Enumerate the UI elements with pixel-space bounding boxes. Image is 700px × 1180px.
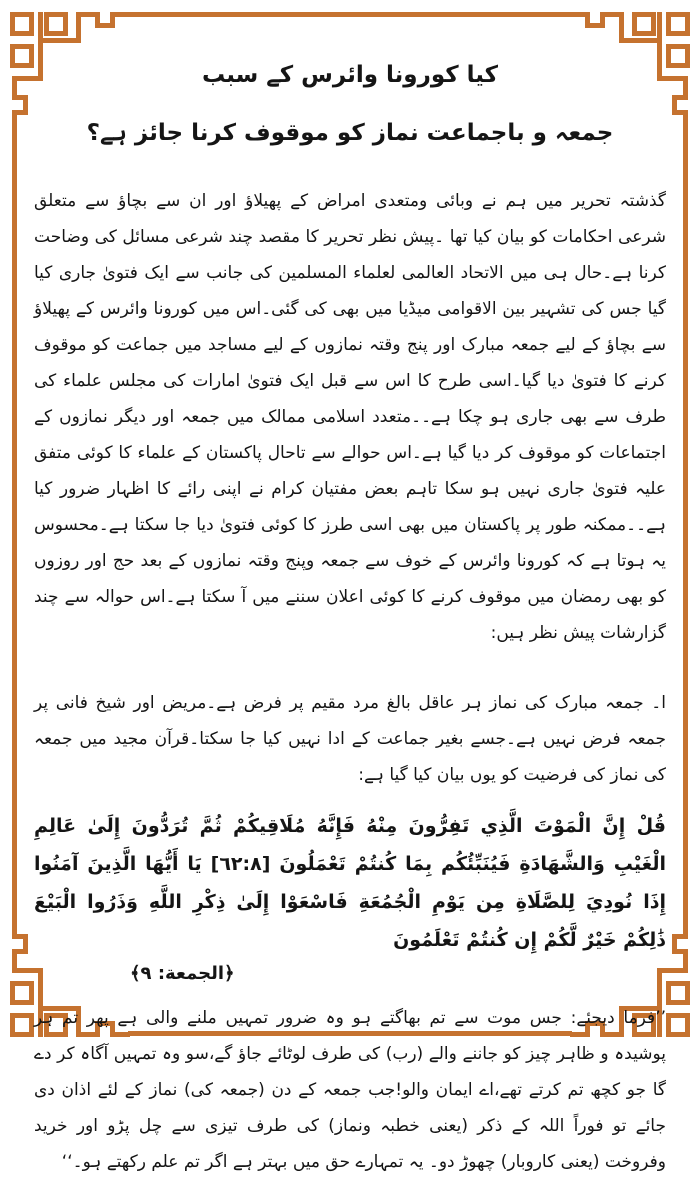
point-1-paragraph: ا۔ جمعہ مبارک کی نماز ہر عاقل بالغ مرد مقیم پر فرض ہے۔مریض اور شیخ فانی پر جمعہ فرض نہیں ہے۔جسے بغیر جماعت کے ادا نہیں کیا جا سکتا۔قرآن مجید میں جمعہ کی نماز کی فرضیت کو یوں بیان کیا گیا ہے: <box>34 693 666 786</box>
verse-translation-paragraph: ’’فرما دیجئے: جس موت سے تم بھاگتے ہو وہ ضرور تمہیں ملنے والی ہے پھر تم ہر پوشیدہ و ظاہر چیز کو جاننے والے (رب) کی طرف لوٹائے جاؤ گے،سو وہ تمہیں آگاہ کر دے گا جو کچھ تم کرتے تھے،اے ایمان والو!جب جمعہ کے دن (جمعہ کی) نماز کے لئے اذان دی جائے تو فوراً اللہ کے ذکر (یعنی خطبہ ونماز) کی طرف تیزی سے چل پڑو اور خرید وفروخت (یعنی کاروبار) چھوڑ دو۔ یہ تمہارے حق میں بہتر ہے اگر تم علم رکھتے ہو۔‘‘ <box>34 1008 666 1173</box>
quran-verse-arabic: قُلْ إِنَّ الْمَوْتَ الَّذِي تَفِرُّونَ مِنْهُ فَإِنَّهُ مُلَاقِيكُمْ ثُمَّ تُرَدُّونَ إِلَىٰ عَالِمِ الْغَيْبِ وَالشَّهَادَةِ فَيُنَبِّئُكُم بِمَا كُنتُمْ تَعْمَلُونَ [٦٢:٨] يَا أَيُّهَا الَّذِينَ آمَنُوا إِذَا نُودِيَ لِلصَّلَاةِ مِن يَوْمِ الْجُمُعَةِ فَاسْعَوْا إِلَىٰ ذِكْرِ اللَّهِ وَذَرُوا الْبَيْعَ ذَٰلِكُمْ خَيْرٌ لَّكُمْ إِن كُنتُمْ تَعْلَمُونَ <box>34 815 666 952</box>
intro-paragraph: گذشتہ تحریر میں ہم نے وبائی ومتعدی امراض کے پھیلاؤ اور ان سے بچاؤ سے متعلق شرعی احکامات کو بیان کیا تھا ۔پیش نظر تحریر کا مقصد چند شرعی مسائل کی وضاحت کرنا ہے۔حال ہی میں الاتحاد العالمی لعلماء المسلمین کی جانب سے ایک فتویٰ جاری کیا گیا جس کی تشہیر بین الاقوامی میڈیا میں بھی کی گئی۔اس میں کورونا وائرس کے پھیلاؤ سے بچاؤ کے لیے جمعہ مبارک اور پنج وقتہ نمازوں کے لیے مساجد میں جماعت کو موقوف کرنے کا فتویٰ دیا گیا۔اسی طرح کا اس سے قبل ایک فتویٰ امارات کی مجلس علماء کی طرف سے بھی جاری ہو چکا ہے۔۔متعدد اسلامی ممالک میں جمعہ اور دیگر نمازوں کے اجتماعات کو موقوف کر دیا گیا ہے۔اس حوالے سے تاحال پاکستان کے علماء کا کوئی متفق علیہ فتویٰ جاری نہیں ہو سکا تاہم بعض مفتیان کرام نے اپنی رائے کا اظہار ضرور کیا ہے۔۔ممکنہ طور پر پاکستان میں بھی اسی طرز کا کوئی فتویٰ دیا جا سکتا ہے۔محسوس یہ ہوتا ہے کہ کورونا وائرس کے خوف سے جمعہ وپنج وقتہ نمازوں کے بعد حج اور روزوں کو بھی رمضان میں موقوف کرنے کا کوئی اعلان سننے میں آ سکتا ہے۔اس حوالہ سے چند گزارشات پیش نظر ہیں: <box>34 191 666 644</box>
verse-reference: ﴿الجمعة: ٩﴾ <box>130 963 235 985</box>
document-body <box>34 50 666 1180</box>
border-line-left <box>12 128 17 921</box>
border-line-right <box>683 128 688 921</box>
border-line-top <box>128 12 572 17</box>
page-title-line-2: جمعہ و باجماعت نماز کو موقوف کرنا جائز ہے؟ <box>86 119 614 146</box>
page-title-line-1: کیا کورونا وائرس کے سبب <box>201 62 499 88</box>
